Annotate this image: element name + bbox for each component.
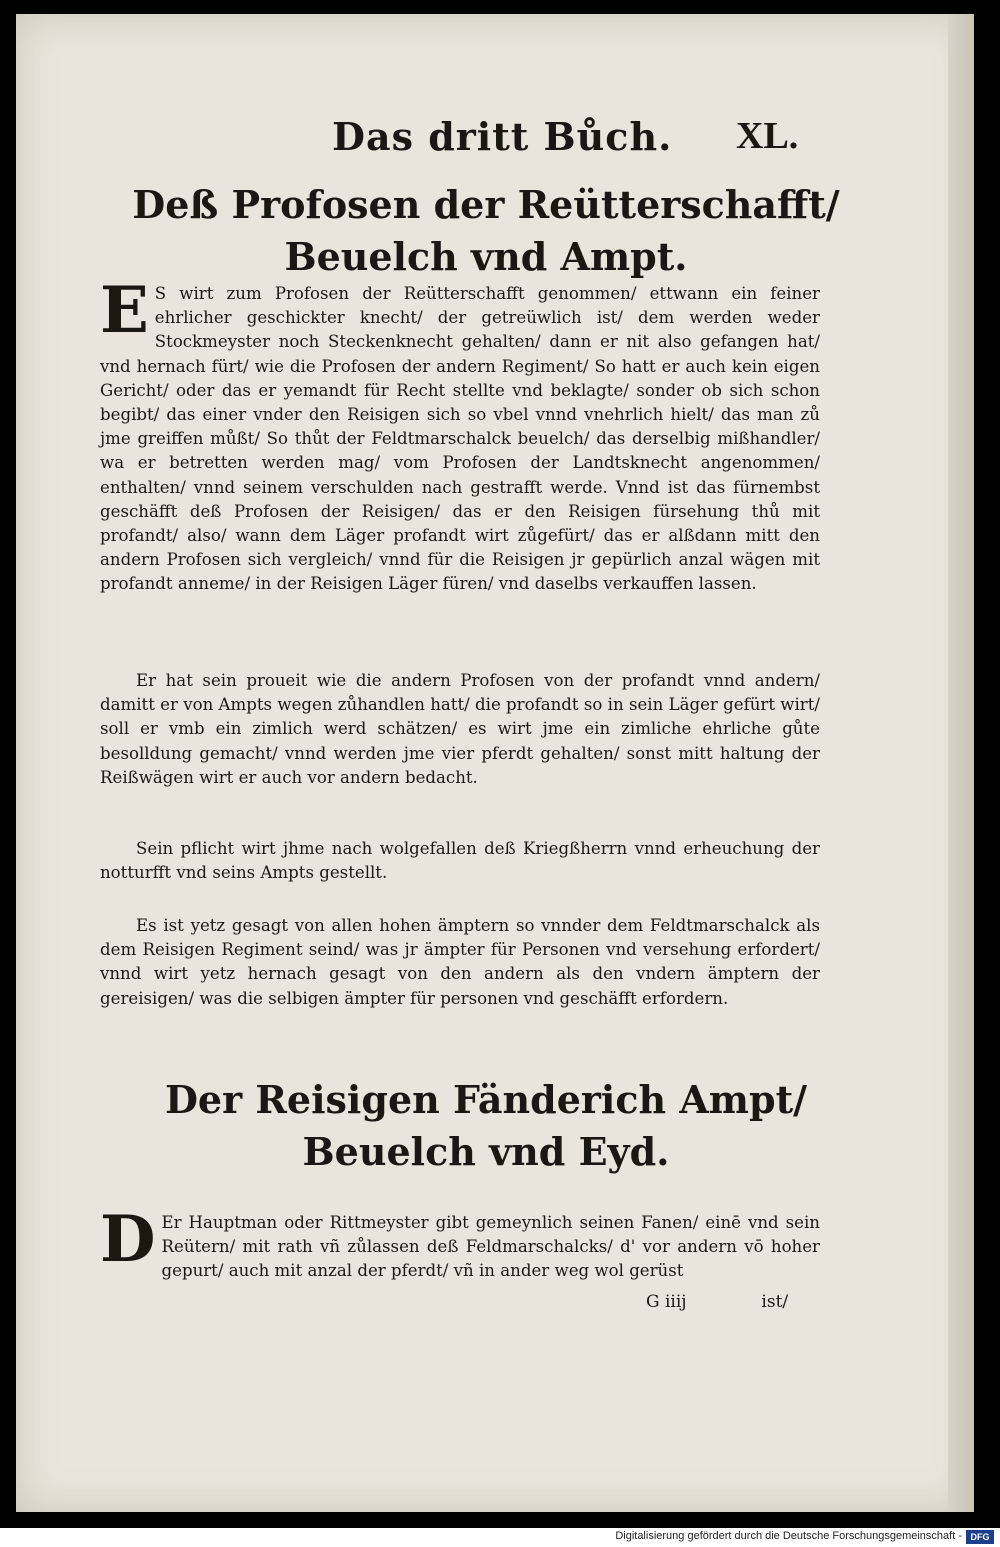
footer-bar	[0, 1528, 1000, 1547]
section-heading-profos	[16, 179, 956, 283]
paragraph-text: S wirt zum Profosen der Reütterschafft genommen/ ettwann ein feiner ehrlicher geschickter knecht/ der getreüwlich ist/ dem werden weder Stockmeyster noch Steckenknecht gehalten/ dann er nit also gefangen hat/ vnd hernach fürt/ wie die Profosen der andern Regiment/ So hatt er auch kein eigen Gericht/ oder das er yemandt für Recht stellte vnd beklagte/ sonder ob sich schon begibt/ das einer vnder den Reisigen sich so vbel vnnd vnehrlich hielt/ das man zů jme greiffen můßt/ So thůt der Feldtmarschalck beuelch/ das derselbig mißhandler/ wa er betretten werden mag/ vom Profosen der Landtsknecht angenommen/ enthalten/ vnnd seinem verschulden nach gestrafft werde. Vnnd ist das fürnembst geschäfft deß Profosen der Reisigen/ das er den Reisigen fürsehung thů mit profandt/ also/ wann dem Läger profandt wirt zůgefürt/ das er alßdann mitt den andern Profosen sich vergleich/ vnnd für die Reisigen jr gepürlich anzal wägen mit profandt anneme/ in der Reisigen Läger füren/ vnd daselbs verkauffen lassen.	[100, 284, 820, 594]
paragraph-3: Sein pflicht wirt jhme nach wolgefallen deß Kriegßherrn vnnd erheuchung der notturfft vnd seins Ampts gestellt.	[100, 839, 820, 883]
folio-number: XL.	[736, 115, 799, 157]
signature-mark: G iiij	[646, 1292, 687, 1312]
heading-line: Beuelch vnd Eyd.	[302, 1129, 670, 1174]
paragraph-5	[100, 1202, 820, 1284]
signature-line	[646, 1292, 826, 1312]
heading-line: Der Reisigen Fänderich Ampt/	[164, 1077, 808, 1122]
paragraph-4: Es ist yetz gesagt von allen hohen ämptern so vnnder dem Feldtmarschalck als dem Reisigen Regiment seind/ was jr ämpter für Personen vnd versehung erfordert/ vnnd wirt yetz hernach gesagt von den andern als den vndern ämptern der gereisigen/ was die selbigen ämpter für personen vnd geschäfft erfordern.	[100, 916, 820, 1008]
drop-cap-initial: E	[100, 273, 149, 348]
running-head	[16, 114, 974, 164]
paragraph-text: Er Hauptman oder Rittmeyster gibt gemeynlich seinen Fanen/ einē vnd sein Reütern/ mit rath vñ zůlassen deß Feldmarschalcks/ d' vor andern vō hoher gepurt/ auch mit anzal der pferdt/ vñ in ander weg wol gerüst	[161, 1213, 820, 1281]
catchword: ist/	[761, 1292, 789, 1312]
running-title: Das dritt Bůch.	[332, 114, 673, 159]
heading-line: Beuelch vnd Ampt.	[284, 234, 688, 279]
funding-credit: Digitalisierung gefördert durch die Deutsche Forschungsgemeinschaft -	[615, 1530, 962, 1542]
section-heading-faenderich	[16, 1074, 956, 1178]
dfg-logo-icon: DFG	[966, 1530, 994, 1544]
drop-cap-initial: D	[100, 1202, 156, 1277]
heading-line: Deß Profosen der Reütterschafft/	[132, 182, 840, 227]
book-page	[16, 14, 974, 1512]
paragraph-1	[100, 273, 820, 597]
paragraph-2: Er hat sein proueit wie die andern Profosen von der profandt vnnd andern/ damitt er von Ampts wegen zůhandlen hatt/ die profandt so in sein Läger gefürt wirt/ soll er vmb ein zimlich werd schätzen/ es wirt jme ein zimliche ehrliche gůte besolldung gemacht/ vnnd werden jme vier pferdt gehalten/ sonst mitt haltung der Reißwägen wirt er auch vor andern bedacht.	[100, 671, 820, 787]
